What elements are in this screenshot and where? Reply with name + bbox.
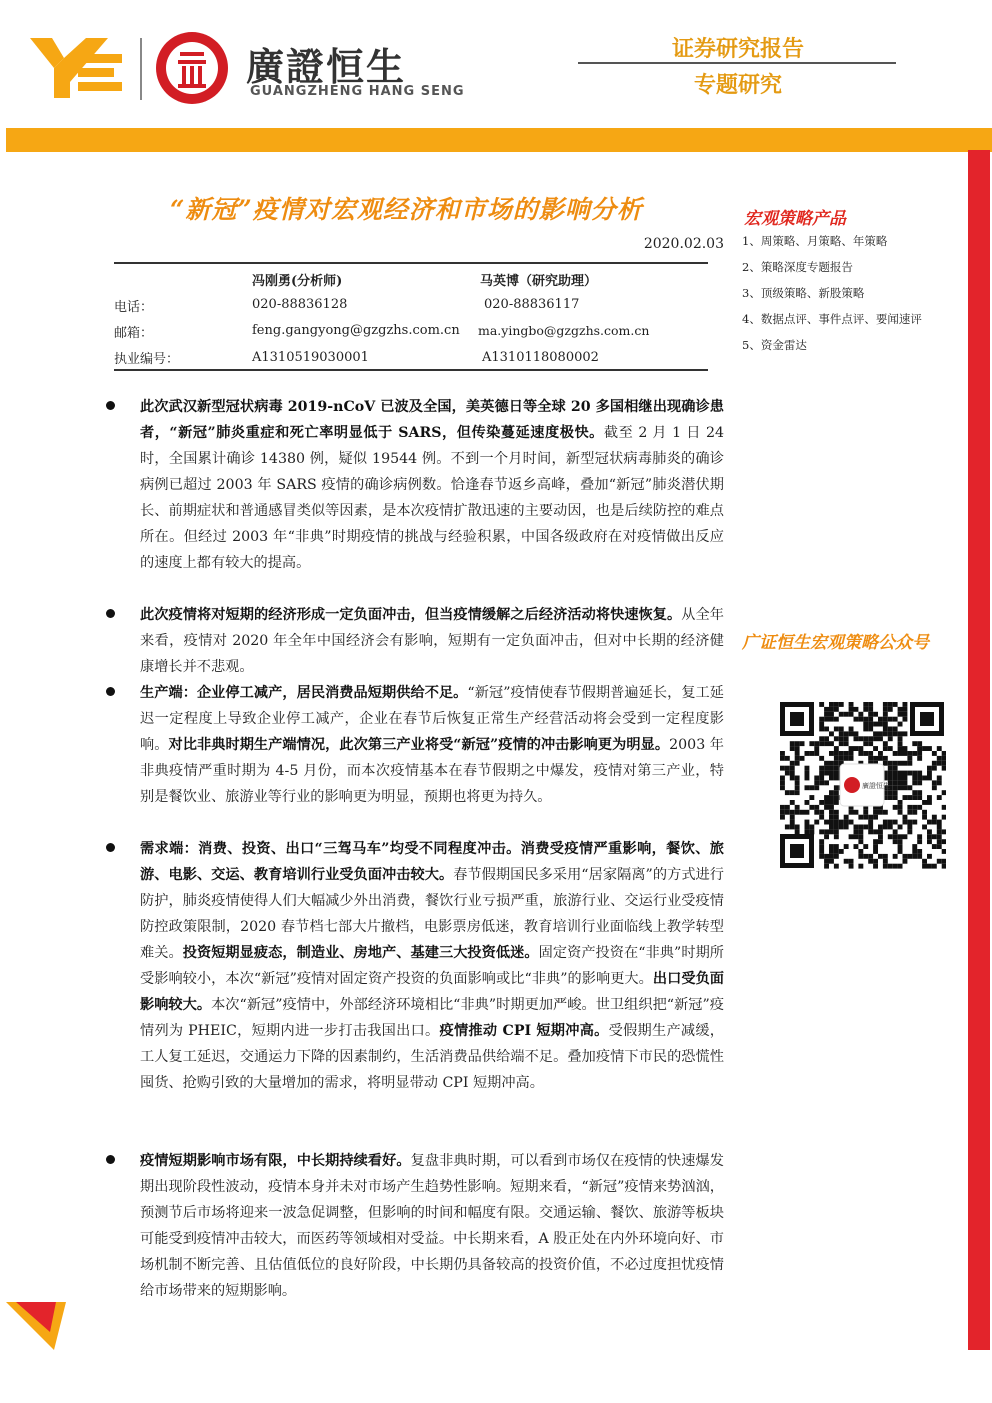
report-type: 证券研究报告 (671, 37, 804, 62)
bullet-dot (106, 609, 115, 618)
header-rule (578, 62, 896, 64)
bullet-text: “新冠”疫情使春节假期普遍延长，复工延迟一定程度上导致企业停工减产，企业在春节后恢复正常生产经营活动将会受到一定程度影响。 (140, 685, 724, 753)
bullet-lead: 疫情短期影响市场有限，中长期持续看好。 (140, 1153, 411, 1169)
author1-phone: 020-88836128 (252, 297, 348, 312)
wechat-title: 广证恒生宏观策略公众号 (742, 633, 929, 653)
bullet-dot (106, 1155, 115, 1164)
license-label: 执业编号： (114, 352, 180, 367)
bullet-lead: 生产端：企业停工减产，居民消费品短期供给不足。 (140, 685, 468, 701)
bullet-text: 固定资产投资在“非典”时期所受影响较小，本次“新冠”疫情对固定资产投资的负面影响或比“非典”的影响更大。 (140, 945, 724, 987)
author1-license: A1310519030001 (252, 350, 369, 365)
corner-triangle-icon (6, 1302, 66, 1350)
report-subtype: 专题研究 (693, 73, 782, 98)
bullet-text: 2003 年非典疫情严重时期为 4-5 月份，而本次疫情基本在春节假期之中爆发，疫情对第三产业，特别是餐饮业、旅游业等行业的影响更为明显，预期也将更为持久。 (140, 737, 724, 805)
sidebar-item: 4、数据点评、事件点评、要闻速评 (742, 312, 922, 326)
document-date: 2020.02.03 (643, 236, 724, 252)
bullet-lead: 此次武汉新型冠状病毒 2019-nCoV 已波及全国，美英德日等全球 20 多国相继出现确诊患者，“新冠”肺炎重症和死亡率明显低于 SARS，但传染蔓延速度极快。 (140, 399, 724, 441)
phone-label: 电话： (114, 300, 154, 315)
email-label: 邮箱： (114, 326, 154, 341)
bullet-lead: 投资短期显疲态，制造业、房地产、基建三大投资低迷。 (182, 945, 539, 961)
bullet-dot (106, 401, 115, 410)
bullet-lead: 需求端：消费、投资、出口“三驾马车”均受不同程度冲击。消费受疫情严重影响，餐饮、旅游、电影、交运、教育培训行业受负面冲击较大。 (140, 841, 724, 883)
sidebar-item: 1、周策略、月策略、年策略 (742, 234, 888, 248)
sidebar-item: 2、策略深度专题报告 (742, 260, 853, 274)
sidebar-item: 3、顶级策略、新股策略 (742, 286, 865, 300)
bullet-text: 受假期生产减缓，工人复工延迟，交通运力下降的因素制约，生活消费品供给端不足。叠加疫情下市民的恐慌性囤货、抢购引致的大量增加的需求，将明显带动 CPI 短期冲高。 (140, 1023, 724, 1091)
bullet-dot (106, 687, 115, 696)
bullet-paragraph (140, 680, 724, 810)
bullet-lead: 出口受负面影响较大。 (140, 971, 724, 1013)
ye-logo-icon (30, 38, 126, 98)
bullet-lead: 此次疫情将对短期的经济形成一定负面冲击，但当疫情缓解之后经济活动将快速恢复。 (140, 607, 682, 623)
brand-name-en: GUANGZHENG HANG SENG (250, 84, 465, 99)
author2-license: A1310118080002 (482, 350, 599, 365)
bullet-paragraph (140, 836, 724, 1096)
bullet-text: 从全年来看，疫情对 2020 年全年中国经济会有影响，短期有一定负面冲击，但对中长期的经济健康增长并不悲观。 (140, 607, 724, 675)
author1-email[interactable]: feng.gangyong@gzgzhs.com.cn (252, 323, 460, 338)
table-bottom-rule (114, 369, 708, 371)
logo-divider (140, 38, 142, 100)
qr-center-label: 廣證恒生 (862, 782, 890, 790)
bullet-dot (106, 843, 115, 852)
sidebar-item: 5、资金雷达 (742, 338, 807, 352)
bullet-text: 截至 2 月 1 日 24 时，全国累计确诊 14380 例，疑似 19544 例。不到一个月时间，新型冠状病毒肺炎的确诊病例已超过 2003 年 SARS 疫情的确诊病例数。恰逢春节返乡高峰，叠加“新冠”肺炎潜伏期长、前期症状和普通感冒类似等因素，是本次疫情扩散迅速的主要动因，也是后续防控的难点所在。但经过 2003 年“非典”时期疫情的挑战与经验积累，中国各级政府在对疫情做出反应的速度上都有较大的提高。 (140, 425, 724, 571)
author2-phone: 020-88836117 (484, 297, 580, 312)
bullet-text: 春节假期国民多采用“居家隔离”的方式进行防护，肺炎疫情使得人们大幅减少外出消费，餐饮行业亏损严重，旅游行业、交运行业受疫情防控政策限制，2020 春节档七部大片撤档，电影票房低迷，教育培训行业面临线上教学转型难关。 (140, 867, 724, 961)
bullet-paragraph (140, 1148, 724, 1304)
bullet-lead: 疫情推动 CPI 短期冲高。 (439, 1023, 609, 1039)
red-side-bar (968, 150, 990, 1350)
brand-name-cn: 廣證恒生 (246, 45, 407, 89)
author1-name: 冯刚勇(分析师) (252, 274, 343, 289)
author2-name: 马英博（研究助理） (480, 274, 598, 289)
orange-band (6, 128, 992, 152)
sidebar-title: 宏观策略产品 (744, 209, 846, 229)
bullet-paragraph (140, 394, 724, 576)
bullet-lead: 对比非典时期生产端情况，此次第三产业将受“新冠”疫情的冲击影响更为明显。 (168, 737, 670, 753)
bullet-paragraph (140, 602, 724, 680)
table-top-rule (114, 262, 708, 264)
qr-code-icon[interactable] (778, 700, 946, 870)
author2-email[interactable]: ma.yingbo@gzgzhs.com.cn (478, 323, 650, 338)
bullet-text: 复盘非典时期，可以看到市场仅在疫情的快速爆发期出现阶段性波动，疫情本身并未对市场产生趋势性影响。短期来看，“新冠”疫情来势汹汹，预测节后市场将迎来一波急促调整，但影响的时间和幅度有限。交通运输、餐饮、旅游等板块可能受到疫情冲击较大，而医药等领域相对受益。中长期来看，A 股正处在内外环境向好、市场机制不断完善、且估值低位的良好阶段，中长期仍具备较高的投资价值，不必过度担忧疫情给市场带来的短期影响。 (140, 1153, 724, 1299)
document-title: “新冠”疫情对宏观经济和市场的影响分析 (170, 195, 643, 224)
bullet-text: 本次“新冠”疫情中，外部经济环境相比“非典”时期更加严峻。世卫组织把“新冠”疫情列为 PHEIC，短期内进一步打击我国出口。 (140, 997, 724, 1039)
brand-seal-icon (156, 32, 228, 104)
